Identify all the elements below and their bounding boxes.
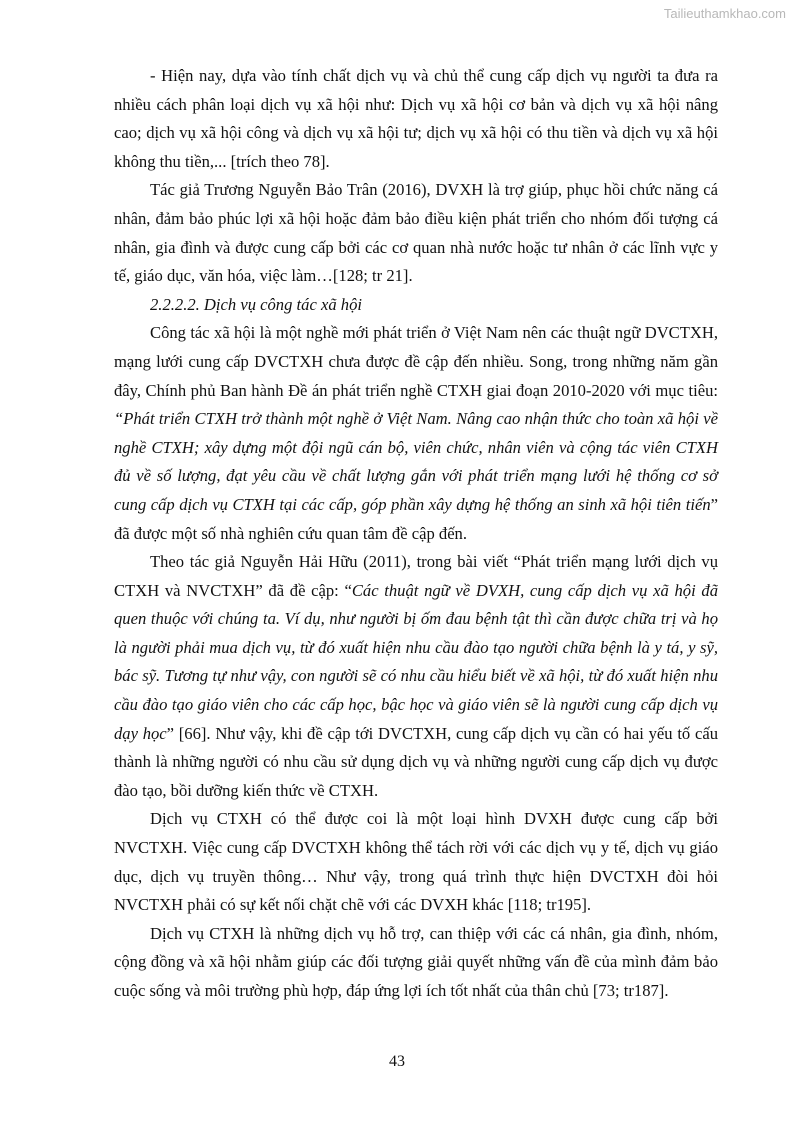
paragraph-ctxh-service-definition: Dịch vụ CTXH là những dịch vụ hỗ trợ, can thiệp với các cá nhân, gia đình, nhóm, cộng đồng và xã hội nhằm giúp các đối tượng giải quyết những vấn đề của mình đảm bảo cuộc sống và môi trường phù hợp, đáp ứng lợi ích tốt nhất của thân chủ [73; tr187]. bbox=[114, 923, 718, 1000]
paragraph-service-classification: - Hiện nay, dựa vào tính chất dịch vụ và chủ thể cung cấp dịch vụ người ta đưa ra nhiều cách phân loại dịch vụ xã hội như: Dịch vụ xã hội cơ bản và dịch vụ xã hội nâng cao; dịch vụ xã hội công và dịch vụ xã hội tư; dịch vụ xã hội có thu tiền và dịch vụ xã hội không thu tiền,... [trích theo 78]. bbox=[114, 66, 718, 171]
document-body bbox=[114, 62, 718, 1006]
quote-text: “Phát triển CTXH trở thành một nghề ở Việt Nam. Nâng cao nhận thức cho toàn xã hội về nghề CTXH; xây dựng một đội ngũ cán bộ, viên chức, nhân viên và cộng tác viên CTXH đủ về số lượng, đạt yêu cầu về chất lượng gắn với phát triển mạng lưới hệ thống cơ sở cung cấp dịch vụ CTXH tại các cấp, góp phần xây dựng hệ thống an sinh xã hội tiên tiến bbox=[114, 409, 718, 514]
paragraph-text: ” [66]. Như vậy, khi đề cập tới DVCTXH, cung cấp dịch vụ cần có hai yếu tố cấu thành là những người có nhu cầu sử dụng dịch vụ và những người cung cấp dịch vụ được đào tạo, bồi dưỡng kiến thức về CTXH. bbox=[114, 723, 718, 800]
page-number: 43 bbox=[389, 1053, 405, 1070]
paragraph-hai-huu-quote bbox=[114, 548, 718, 805]
section-heading: 2.2.2.2. Dịch vụ công tác xã hội bbox=[150, 294, 362, 314]
quote-text: Các thuật ngữ về DVXH, cung cấp dịch vụ xã hội đã quen thuộc với chúng ta. Ví dụ, như người bị ốm đau bệnh tật thì cần được chữa trị và họ là người phải mua dịch vụ, từ đó xuất hiện nhu cầu đào tạo người chữa bệnh là y tá, y sỹ, bác sỹ. Tương tự như vậy, con người sẽ có nhu cầu hiểu biết về xã hội, từ đó xuất hiện nhu cầu đào tạo giáo viên cho các cấp học, bậc học và giáo viên sẽ là người cung cấp dịch vụ dạy học bbox=[114, 580, 718, 743]
paragraph-ctxh-service-type: Dịch vụ CTXH có thể được coi là một loại hình DVXH được cung cấp bởi NVCTXH. Việc cung cấp DVCTXH không thể tách rời với các dịch vụ y tế, dịch vụ giáo dục, dịch vụ truyền thông… Như vậy, trong quá trình thực hiện DVCTXH đòi hỏi NVCTXH phải có sự kết nối chặt chẽ với các DVXH khác [118; tr195]. bbox=[114, 809, 718, 915]
paragraph-project-goal bbox=[114, 319, 718, 548]
paragraph-text: Theo tác giả Nguyễn Hải Hữu (2011), trong bài viết “Phát triển mạng lưới dịch vụ CTXH và NVCTXH” đã đề cập: “ bbox=[114, 552, 718, 600]
watermark-text: Tailieuthamkhao.com bbox=[663, 6, 786, 21]
paragraph-text: ” đã được một số nhà nghiên cứu quan tâm đề cập đến. bbox=[114, 494, 718, 543]
paragraph-text: Công tác xã hội là một nghề mới phát triển ở Việt Nam nên các thuật ngữ DVCTXH, mạng lưới cung cấp DVCTXH chưa được đề cập đến nhiều. Song, trong những năm gần đây, Chính phủ Ban hành Đề án phát triển nghề CTXH giai đoạn 2010-2020 với mục tiêu: bbox=[114, 323, 718, 400]
paragraph-bao-tran-definition: Tác giả Trương Nguyễn Bảo Trân (2016), DVXH là trợ giúp, phục hồi chức năng cá nhân, đảm bảo phúc lợi xã hội hoặc đảm bảo điều kiện phát triển cho nhóm đối tượng cá nhân, gia đình và được cung cấp bởi các cơ quan nhà nước hoặc tư nhân ở các lĩnh vực y tế, giáo dục, văn hóa, việc làm…[128; tr 21]. bbox=[114, 180, 718, 286]
